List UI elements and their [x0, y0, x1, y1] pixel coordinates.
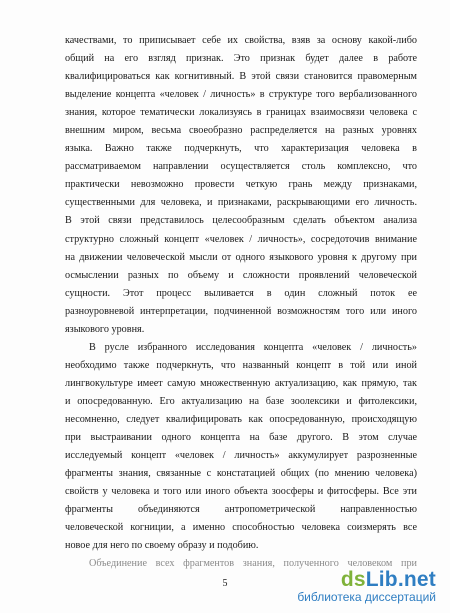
text-line: знания, которое тематически локализуясь в границах взаимосвязи человека с	[65, 107, 417, 119]
text-line: свойств у человека и того или иного объекта зоосферы и фитосферы. Все эти	[65, 486, 417, 498]
text-line: квалифицироваться как когнитивный. В этой связи становится правомерным	[65, 71, 417, 83]
text-line: исследуемый концепт «человек / личность» аккумулирует разрозненные	[65, 450, 417, 462]
text-line: выделение концепта «человек / личность» в структуре того вербализованного	[65, 89, 417, 101]
dslib-watermark[interactable]	[297, 569, 436, 604]
text-line: лингвокультуре имеет самую множественную актуализацию, как прямую, так	[65, 377, 417, 389]
text-line: практически невозможно провести четкую грань между признаками,	[65, 179, 417, 191]
watermark-caption: библиотека диссертаций	[297, 590, 436, 604]
logo-dot: .	[397, 568, 404, 591]
text-line: языкового уровня.	[65, 323, 145, 335]
body-text	[65, 32, 417, 573]
text-line: человеческой когниции, а именно способностью человека соизмерять все	[65, 522, 417, 534]
text-line: общий на его взгляд признак. Это признак будет далее в работе	[65, 53, 417, 65]
logo-ds: ds	[340, 568, 366, 591]
text-line: существенными для человека, и признаками, раскрывающими его личность.	[65, 197, 417, 209]
text-line: качествами, то приписывает себе их свойства, взяв за основу какой-либо	[65, 35, 417, 46]
text-line: фрагменты объединяются антропометрической направленностью	[65, 504, 417, 516]
text-line: новое для него по своему образу и подобию.	[65, 540, 259, 552]
text-line: при выстраивании одного концепта на базе другого. В этом случае	[65, 432, 417, 444]
text-line: необходимо также подчеркнуть, что названный концепт в той или иной	[65, 359, 417, 371]
logo-lib: Lib	[365, 568, 398, 591]
page-number: 5	[222, 578, 228, 589]
text-line: рассматриваемом направлении осуществляется столь комплексно, что	[65, 161, 417, 173]
text-line: В русле избранного исследования концепта «человек / личность»	[89, 341, 417, 353]
text-line: фрагменты знания, связанные с констатацией общих (по мнению человека)	[65, 468, 417, 480]
text-line: и опосредованную. Его актуализацию на базе зоолексики и фитолексики,	[65, 395, 417, 407]
text-line: сущности. Этот процесс выливается в один сложный поток ее	[65, 287, 417, 299]
text-line: несомненно, следует квалифицировать как опосредованную, происходящую	[65, 413, 417, 425]
text-line: структурно сложный концепт «человек / личность», сосредоточив внимание	[65, 233, 417, 245]
text-line: Объединение всех фрагментов знания, полученного человеком при	[89, 558, 417, 570]
text-line: разноуровневой интерпретации, подчиненной возможностям того или иного	[65, 305, 417, 317]
text-line: внешним миром, весьма своеобразно распределяется на разных уровнях	[65, 125, 417, 137]
text-line: на движении человеческой мысли от одного языкового уровня к другому при	[65, 251, 417, 263]
dslib-logo	[341, 569, 436, 591]
logo-net: net	[403, 568, 436, 591]
text-line: осмыслении разных по объему и сложности проявлений человеческой	[65, 269, 417, 281]
text-line: языка. Важно также подчеркнуть, что характеризация человека в	[65, 143, 417, 155]
text-line: В этой связи представилось целесообразным сделать объектом анализа	[65, 215, 417, 227]
